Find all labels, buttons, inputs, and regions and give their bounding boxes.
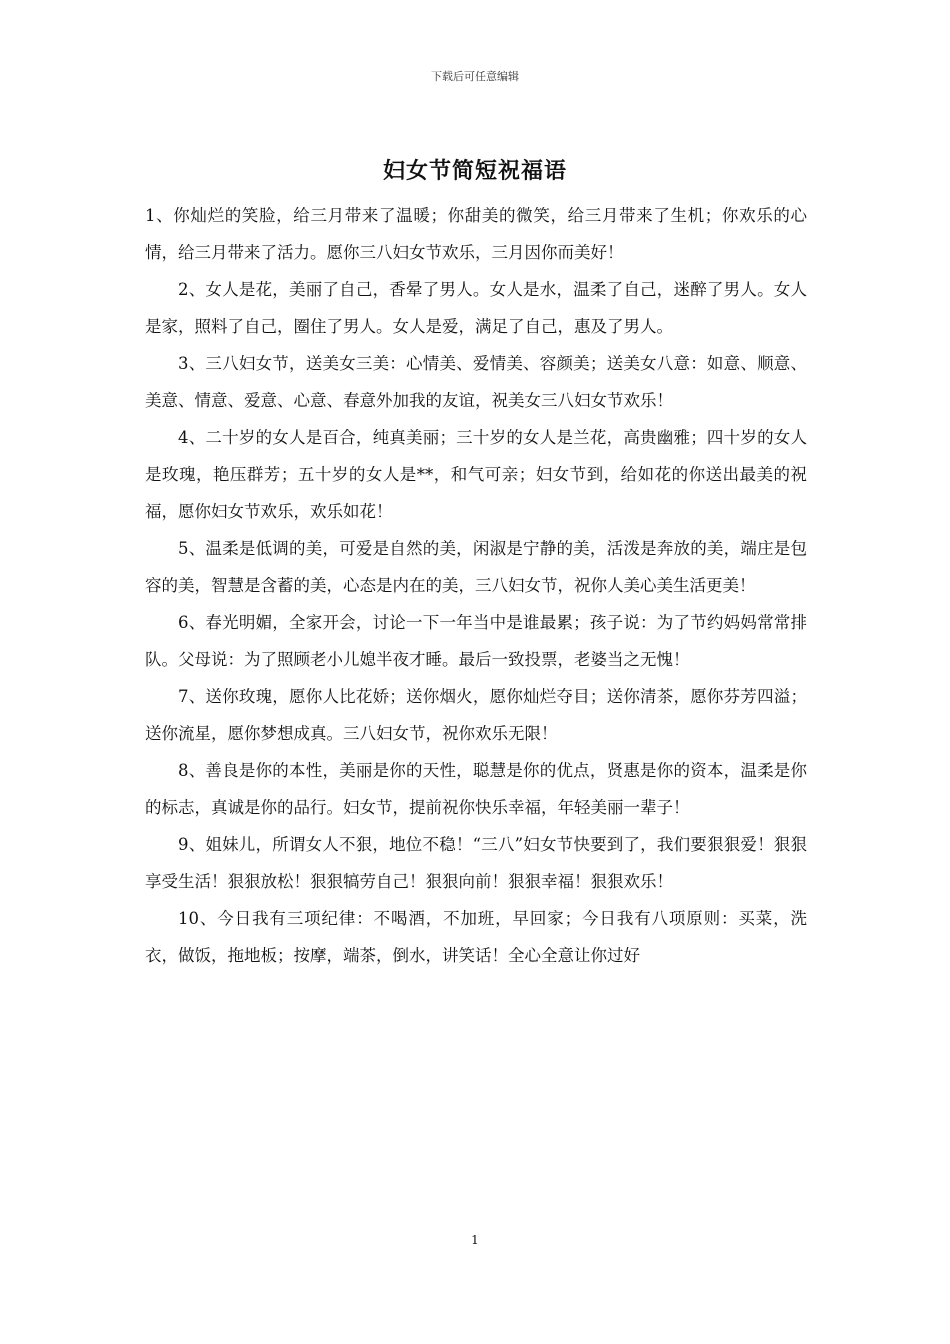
paragraph-2: 2、女人是花，美丽了自己，香晕了男人。女人是水，温柔了自己，迷醉了男人。女人是家，照料了自己，圈住了男人。女人是爱，满足了自己，惠及了男人。 [145, 280, 807, 336]
header-note: 下载后可任意编辑 [431, 70, 519, 83]
paragraph-8: 8、善良是你的本性，美丽是你的天性，聪慧是你的优点，贤惠是你的资本，温柔是你的标志，真诚是你的品行。妇女节，提前祝你快乐幸福，年轻美丽一辈子！ [145, 761, 807, 817]
paragraph-5: 5、温柔是低调的美，可爱是自然的美，闲淑是宁静的美，活泼是奔放的美，端庄是包容的美，智慧是含蓄的美，心态是内在的美，三八妇女节，祝你人美心美生活更美！ [145, 539, 807, 595]
paragraph-4: 4、二十岁的女人是百合，纯真美丽；三十岁的女人是兰花，高贵幽雅；四十岁的女人是玫瑰，艳压群芳；五十岁的女人是**，和气可亲；妇女节到，给如花的你送出最美的祝福，愿你妇女节欢乐，欢乐如花！ [145, 428, 807, 521]
page-number: 1 [471, 1233, 479, 1247]
paragraph-1: 1、你灿烂的笑脸，给三月带来了温暖；你甜美的微笑，给三月带来了生机；你欢乐的心情，给三月带来了活力。愿你三八妇女节欢乐，三月因你而美好！ [145, 206, 807, 262]
document-body [145, 197, 807, 974]
paragraph-9: 9、姐妹儿，所谓女人不狠，地位不稳！“三八”妇女节快要到了，我们要狠狠爱！狠狠享受生活！狠狠放松！狠狠犒劳自己！狠狠向前！狠狠幸福！狠狠欢乐！ [145, 835, 807, 891]
paragraph-6: 6、春光明媚，全家开会，讨论一下一年当中是谁最累；孩子说：为了节约妈妈常常排队。父母说：为了照顾老小儿媳半夜才睡。最后一致投票，老婆当之无愧！ [145, 613, 807, 669]
paragraph-10: 10、今日我有三项纪律：不喝酒，不加班，早回家；今日我有八项原则：买菜，洗衣，做饭，拖地板；按摩，端茶，倒水，讲笑话！全心全意让你过好 [145, 909, 807, 965]
paragraph-3: 3、三八妇女节，送美女三美：心情美、爱情美、容颜美；送美女八意：如意、顺意、美意、情意、爱意、心意、春意外加我的友谊，祝美女三八妇女节欢乐！ [145, 354, 807, 410]
paragraph-7: 7、送你玫瑰，愿你人比花娇；送你烟火，愿你灿烂夺目；送你清茶，愿你芬芳四溢；送你流星，愿你梦想成真。三八妇女节，祝你欢乐无限！ [145, 687, 807, 743]
document-title: 妇女节简短祝福语 [382, 158, 567, 184]
